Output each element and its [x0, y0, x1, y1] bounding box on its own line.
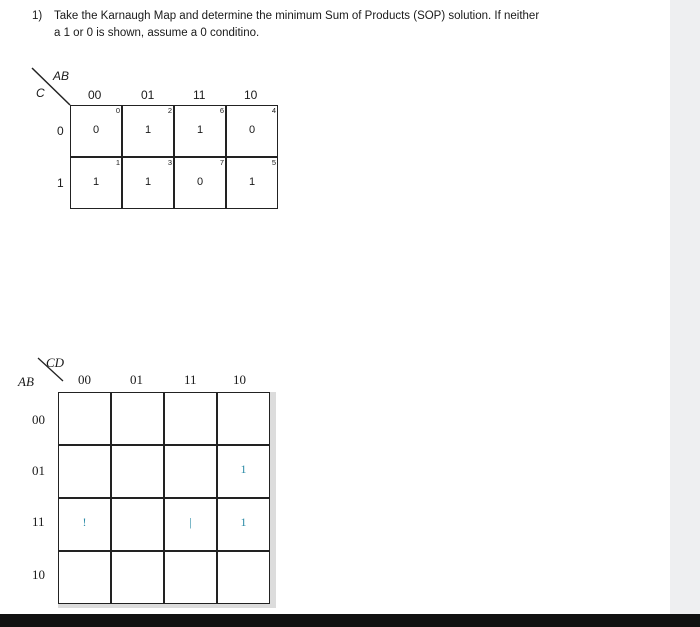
kmap-cell [226, 157, 278, 209]
cell-value: 1 [92, 176, 100, 188]
cell-mark: | [189, 515, 192, 529]
kmap-3var-col-header: 10 [244, 88, 258, 102]
cell-value: 1 [248, 176, 256, 188]
cell-value: 0 [196, 176, 204, 188]
kmap-4var-row-header: 11 [32, 514, 45, 529]
kmap-cell [164, 445, 217, 498]
kmap-4var-row-variable: AB [18, 374, 34, 389]
kmap-cell [58, 392, 111, 445]
cell-index: 1 [115, 158, 120, 167]
kmap-cell [174, 157, 226, 209]
kmap-cell [226, 105, 278, 157]
cell-value: 0 [248, 124, 256, 136]
kmap-cell [111, 551, 164, 604]
kmap-cell [217, 392, 270, 445]
kmap-4var-row-header: 10 [32, 567, 45, 582]
kmap-cell [58, 498, 111, 551]
question-line-2: a 1 or 0 is shown, assume a 0 conditino. [54, 27, 260, 39]
kmap-cell [58, 551, 111, 604]
kmap-3var-row-header: 1 [57, 176, 64, 190]
kmap-4var-col-header: 11 [184, 372, 197, 387]
kmap-3var-col-header: 00 [88, 88, 102, 102]
cell-value: 0 [92, 124, 100, 136]
kmap-cell [111, 498, 164, 551]
kmap-4var-row-header: 01 [32, 463, 45, 478]
kmap-4var-col-variable: CD [46, 355, 65, 370]
kmap-cell [164, 392, 217, 445]
bottom-bar [0, 614, 700, 627]
question-line-1: Take the Karnaugh Map and determine the minimum Sum of Products (SOP) solution. If neither [54, 10, 540, 22]
cell-index: 5 [271, 158, 276, 167]
kmap-3var-col-variable: AB [53, 69, 70, 83]
kmap-cell [217, 498, 270, 551]
kmap-3var-row-variable: C [36, 86, 45, 100]
kmap-4var-row-header: 00 [32, 412, 45, 427]
cell-value: 1 [196, 124, 204, 136]
cell-value: 1 [144, 124, 152, 136]
kmap-cell [70, 157, 122, 209]
kmap-cell [217, 551, 270, 604]
kmap-cell [70, 105, 122, 157]
kmap-4var-col-header: 01 [130, 372, 143, 387]
cell-value: 1 [144, 176, 152, 188]
kmap-3var-row-header: 0 [57, 124, 64, 138]
cell-index: 3 [167, 158, 172, 167]
question-number: 1) [32, 10, 43, 22]
kmap-3var-col-header: 11 [193, 88, 206, 102]
kmap-4var-col-header: 00 [78, 372, 91, 387]
kmap-cell [122, 105, 174, 157]
kmap-cell [111, 445, 164, 498]
kmap-3var-col-header: 01 [141, 88, 155, 102]
cell-index: 0 [115, 106, 120, 115]
kmap-cell [164, 551, 217, 604]
kmap-cell [164, 498, 217, 551]
kmap-4var-grid [58, 392, 276, 608]
cell-mark: 1 [240, 462, 247, 476]
kmap-cell [217, 445, 270, 498]
cell-index: 6 [219, 106, 224, 115]
scrollbar-track[interactable] [670, 0, 700, 614]
cell-mark: 1 [240, 515, 247, 529]
kmap-cell [111, 392, 164, 445]
kmap-cell [174, 105, 226, 157]
cell-mark: ! [82, 515, 87, 529]
kmap-3var-grid [70, 105, 278, 209]
kmap-cell [58, 445, 111, 498]
kmap-cell [122, 157, 174, 209]
cell-index: 7 [219, 158, 224, 167]
kmap-4var-col-header: 10 [233, 372, 246, 387]
cell-index: 4 [271, 106, 276, 115]
cell-index: 2 [167, 106, 172, 115]
